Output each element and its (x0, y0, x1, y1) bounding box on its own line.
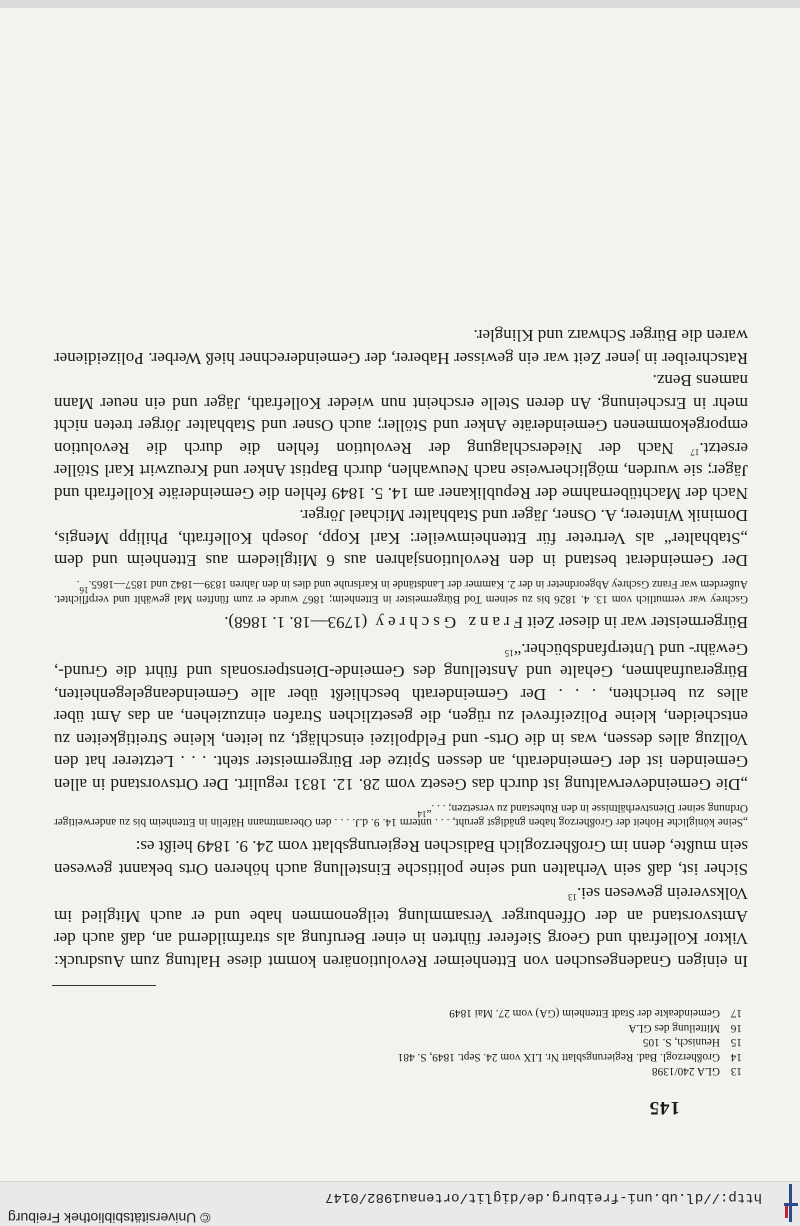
footnote: 14Großherzogl. Bad. Regierungsblatt Nr. LIX vom 24. Sept. 1849, S. 481 (397, 1050, 742, 1063)
copyright-notice: © Universitätsbibliothek Freiburg (8, 1210, 211, 1226)
note-gschrey: Gschrey war vermutlich vom 13. 4. 1826 bis zu seinem Tod Bürgermeister in Ettenheim; 1867 wurde er zum fünften Mal gewählt und verpflichtet. Außerdem war Franz Gschrey Abgeordneter in der 2. Kammer der Landstände in Karlsruhe und dies in den Jahren 1839—1842 und 1857—1865.16. (54, 578, 748, 605)
body-text (54, 324, 748, 972)
footnote: 15Heunisch, S. 105 (642, 1036, 742, 1049)
paragraph-machtuebernahme: Nach der Machtübernahme der Republikaner am 14. 5. 1849 fehlen die Gemeinderäte Kollefrath und Jäger; sie wurden, möglicherweise nach Neuwahlen, durch Baptist Anker und Kreuzwirt Karl Stöller ersetzt.$^{17}$ Nach der Niederschlagung der Revolution fehlen die durch die Revolution emporgekommenen Gemeinderäte Anker und Stöller; auch Osner und Stabhalter Jörger treten nicht mehr in Erscheinung. An deren Stelle erscheint nun wieder Kollefrath, Jäger und ein neuer Mann namens Benz. Ratschreiber in jener Zeit war ein gewisser Haberer, der Gemeinderechner hieß Werber. Polizeidiener waren die Bürger Schwarz und Klingler. (54, 326, 748, 503)
document-url-link[interactable]: http://dl.ub.uni-freiburg.de/diglit/ortenau1982/0147 (325, 1189, 762, 1205)
page-number: 145 (648, 1097, 680, 1118)
footnote: 17Gemeindeakte der Stadt Ettenheim (GA) vom 27. Mai 1849 (449, 1007, 742, 1020)
footnotes (52, 1006, 742, 1078)
footnote-divider (52, 985, 156, 986)
viewer-header (0, 1181, 800, 1226)
paragraph-sicher: Sicher ist, daß sein Verhalten und seine politische Einstellung auch höheren Orts bekannt gewesen sein mußte, denn im Großherzoglich Badischen Regierungsblatt vom 24. 9. 1849 heißt es: (54, 837, 748, 879)
paragraph-buergermeister: Bürgermeister war in dieser Zeit Franz Gschrey (1793—18. 1. 1868). (224, 613, 748, 633)
paragraph-gemeinderat: Der Gemeinderat bestand in den Revolutionsjahren aus 6 Mitgliedern aus Ettenheim und dem „Stabhalter“ als Vertreter für Ettenheimweiler: Karl Kopp, Joseph Kollefrath, Philipp Mengis, Dominik Winterer, A. Osner, Jäger und Stabhalter Michael Jörger. (54, 506, 748, 571)
library-logo-icon (782, 1182, 800, 1226)
footnote: 16Mitteilung des GLA (628, 1021, 742, 1034)
name-spaced: Franz Gschrey (371, 613, 524, 633)
quote-regierungsblatt: „Seine königliche Hoheit der Großherzog haben gnädigst geruht, . . . unterm 14. 9. d.J. . . . den Oberamtmann Häfelin in Ettenheim bis zu anderweitiger Ordnung seiner Dienstverhältnisse in den Ruhestand zu versetzen; . . .“$^{14}$ (54, 801, 748, 828)
page-edge (0, 0, 800, 8)
paragraph-intro: In einigen Gnadengesuchen von Ettenheimer Revolutionären kommt diese Haltung zum Ausdruck: Viktor Kollefrath und Georg Sieferer führten in einer Berufung als strafmildernd an, daß auch der Amtsvorstand an der Offenburger Versammlung teilgenommen habe und er auch Mitglied im Volksverein gewesen sei.$^{13}$ (54, 884, 748, 971)
footnote: 13GLA 240/1398 (651, 1065, 742, 1077)
quote-gemeindeverwaltung: „Die Gemeindeverwaltung ist durch das Gesetz vom 28. 12. 1831 regulirt. Der Ortsvorstand in allen Gemeinden ist der Gemeinderath, an dessen Spitze der Bürgermeister steht. . . . Letzterer hat den Vollzug alles dessen, was in die Orts- und Feldpolizei einschlägt, zu leiten, kleine Streitigkeiten zu entscheiden, kleine Polizeifrevel zu rügen, die gesetzlichen Strafen einzuziehen, an das Amt über alles zu berichten, . . . Der Gemeinderath beschließt über alle Gemeindeangelegenheiten, Bürgeraufnahmen, Gehalte und Anstellung des Gemeinde-Dienstpersonals und führt die Grund-, Gewähr- und Unterpfandsbücher.“$^{15}$ (54, 639, 748, 794)
